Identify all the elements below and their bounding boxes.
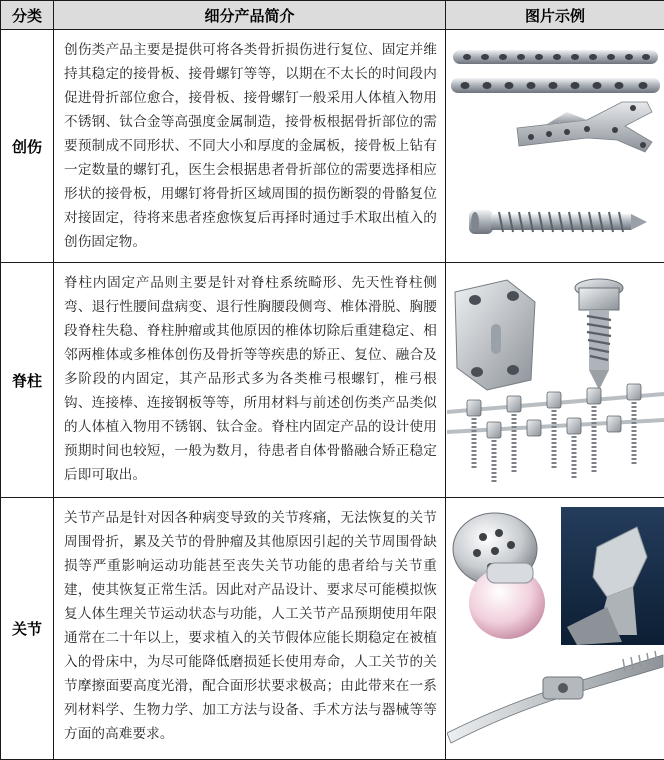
knee-implant-on-dark-background bbox=[561, 507, 664, 645]
description-cell: 脊柱内固定产品则主要是针对脊柱系统畸形、先天性脊柱侧弯、退行性腰间盘病变、退行性胸腰段侧弯、椎体滑脱、胸腰段脊柱失稳、脊柱肿瘤或其他原因的椎体切除后重建稳定、相邻两椎体或多椎体创伤及骨折等等疾患的矫正、复位、融合及多阶段的内固定，其产品形式多为各类椎弓根螺钉，椎弓根钩、连接棒、连接钢板等等，所用材料与前述创伤类产品类似的人体植入物用不锈钢、钛合金。脊柱内固定产品的设计使用预期时间也较短，一般为数月，待患者自体骨骼融合矫正稳定后即可取出。 bbox=[54, 263, 446, 498]
bone-plate-t-shaped bbox=[517, 102, 652, 152]
header-images: 图片示例 bbox=[446, 1, 664, 30]
bone-screw bbox=[469, 210, 647, 234]
bone-plate-straight-1 bbox=[453, 50, 658, 64]
femoral-stem bbox=[447, 651, 663, 743]
joint-implants-image bbox=[447, 507, 664, 750]
category-cell: 关节 bbox=[1, 498, 54, 760]
image-cell bbox=[446, 30, 664, 263]
header-category: 分类 bbox=[1, 1, 54, 30]
category-cell: 创伤 bbox=[1, 30, 54, 263]
header-description: 细分产品简介 bbox=[54, 1, 446, 30]
category-cell: 脊柱 bbox=[1, 263, 54, 498]
table-header bbox=[1, 1, 664, 30]
description-cell: 创伤类产品主要是提供可将各类骨折损伤进行复位、固定并维持其稳定的接骨板、接骨螺钉等等，以期在不太长的时间段内促进骨折部位愈合，接骨板、接骨螺钉一般采用人体植入物用不锈钢、钛合金等高强度金属制造，接骨板根据骨折部位的需要预制成不同形状、不同大小和厚度的金属板，接骨板上钻有一定数量的螺钉孔，医生会根据患者骨折部位的需要选择相应形状的接骨板，用螺钉将骨折区域周围的损伤断裂的骨骼复位对接固定，待将来患者痊愈恢复后再择时通过手术取出植入的创伤固定物。 bbox=[54, 30, 446, 263]
trauma-implants-image bbox=[447, 42, 664, 250]
spinal-plate bbox=[455, 280, 535, 390]
image-cell bbox=[446, 498, 664, 760]
table-row bbox=[1, 30, 664, 263]
image-cell bbox=[446, 263, 664, 498]
table-row bbox=[1, 498, 664, 760]
bone-plate-straight-2 bbox=[451, 78, 660, 93]
description-cell: 关节产品是针对因各种病变导致的关节疼痛，无法恢复的关节周围骨折，累及关节的骨肿瘤及其他原因引起的关节周围骨缺损等严重影响运动功能甚至丧失关节功能的患者给与关节重建，使其恢复正常生活。因此对产品设计、要求尽可能模拟恢复人体生理关节运动状态与功能，人工关节产品预期使用年限通常在二十年以上，要求植入的关节假体应能长期稳定在被植入的骨床中，为尽可能降低磨损延长使用寿命，人工关节的关节摩擦面要高度光滑，配合面形状要求极高；由此带来在一系列材料学、生物力学、加工方法与设备、手术方法与器械等等方面的高难要求。 bbox=[54, 498, 446, 760]
spinal-implants-image bbox=[447, 272, 664, 488]
pedicle-screw bbox=[575, 279, 623, 390]
table-row bbox=[1, 263, 664, 498]
acetabular-cup-with-femoral-head bbox=[453, 513, 545, 639]
rod-screw-construct bbox=[447, 384, 664, 482]
